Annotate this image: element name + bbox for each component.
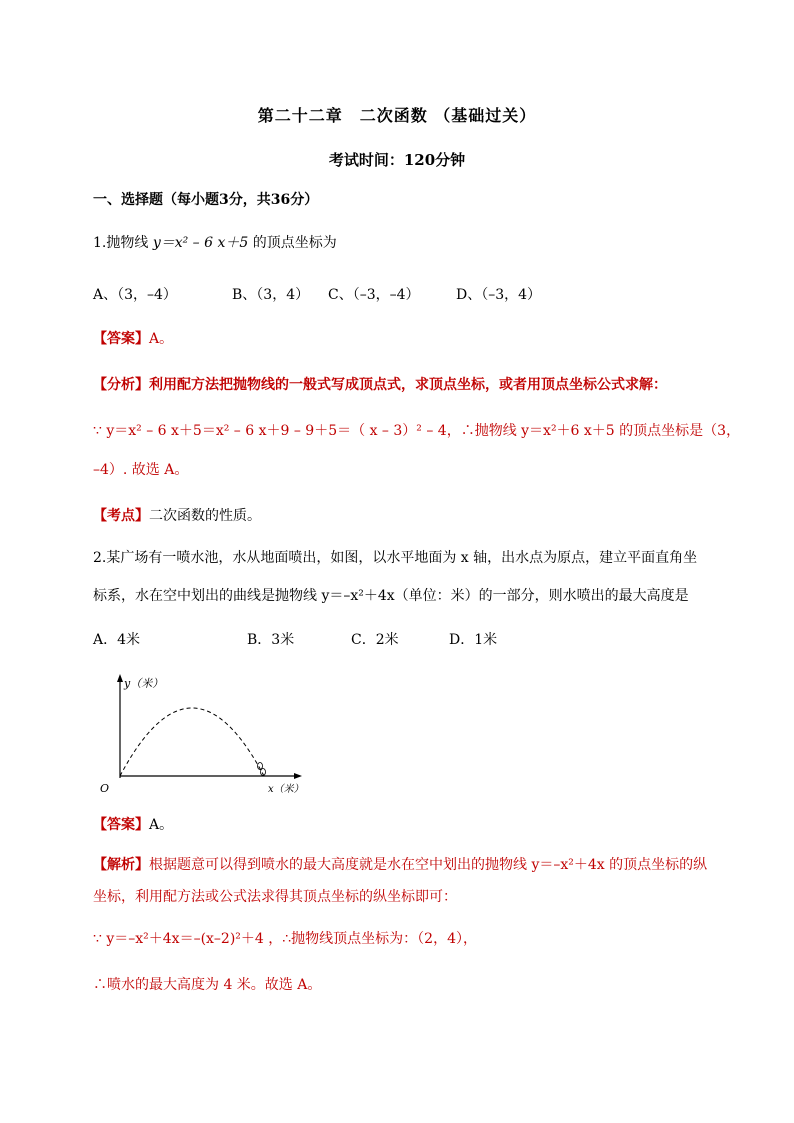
q1-kaodian-text: 二次函数的性质。 bbox=[149, 508, 261, 524]
q2-solution-line1: ∵ y＝–x²＋4x＝–(x–2)²＋4 ，∴抛物线顶点坐标为：（2，4）， bbox=[93, 931, 477, 947]
q2-analysis-line1 bbox=[93, 855, 707, 875]
q2-analysis-text: 根据题意可以得到喷水的最大高度就是水在空中划出的抛物线 y＝–x²＋4x 的顶点坐标的纵 bbox=[149, 857, 708, 873]
q1-analysis-text: 利用配方法把抛物线的一般式写成顶点式，求顶点坐标，或者用顶点坐标公式求解： bbox=[149, 377, 667, 393]
section-heading: 一、选择题（每小题3分，共36分） bbox=[93, 192, 319, 208]
q1-stem-prefix: 1.抛物线 bbox=[93, 235, 153, 251]
q2-analysis-line2: 坐标，利用配方法或公式法求得其顶点坐标的纵坐标即可： bbox=[93, 889, 457, 905]
q1-kaodian bbox=[93, 506, 261, 526]
origin-label: O bbox=[100, 782, 110, 795]
q1-solution-line2: –4）. 故选 A。 bbox=[93, 462, 189, 478]
q1-kaodian-tag: 【考点】 bbox=[93, 508, 149, 524]
q2-answer bbox=[93, 815, 173, 835]
q2-answer-text: A。 bbox=[149, 817, 174, 833]
page-title: 第二十二章 二次函数 （基础过关） bbox=[257, 106, 537, 125]
q1-analysis bbox=[93, 375, 667, 395]
q1-option-b: B、（3，4） bbox=[232, 287, 310, 303]
q1-option-a: A、（3，–4） bbox=[93, 287, 177, 303]
q1-stem-suffix: 的顶点坐标为 bbox=[248, 235, 337, 251]
q2-option-c: C．2米 bbox=[351, 632, 399, 648]
x-axis-label: x（米） bbox=[268, 784, 304, 795]
q2-stem-line2: 标系，水在空中划出的曲线是抛物线 y＝–x²＋4x（单位：米）的一部分，则水喷出的最大高度是 bbox=[93, 588, 689, 604]
q1-answer-text: A。 bbox=[149, 331, 174, 347]
q2-stem-line1: 2.某广场有一喷水池，水从地面喷出，如图，以水平地面为 x 轴，出水点为原点，建立平面直角坐 bbox=[93, 550, 698, 566]
parabola-figure bbox=[98, 668, 308, 803]
q1-solution-line1: ∵ y＝x² – 6 x＋5＝x² – 6 x＋9 – 9＋5＝（ x – 3）² – 4，∴抛物线 y＝x²＋6 x＋5 的顶点坐标是（3， bbox=[93, 423, 741, 439]
q1-option-c: C、（–3，–4） bbox=[328, 287, 420, 303]
q2-option-a: A．4米 bbox=[93, 632, 141, 648]
q2-analysis-tag: 【解析】 bbox=[93, 857, 149, 873]
q2-option-d: D．1米 bbox=[449, 632, 498, 648]
q1-analysis-tag: 【分析】 bbox=[93, 377, 149, 393]
q2-solution-line2: ∴喷水的最大高度为 4 米。故选 A。 bbox=[93, 977, 322, 993]
q2-options bbox=[93, 630, 497, 650]
parabola-graph bbox=[98, 668, 308, 803]
q2-answer-tag: 【答案】 bbox=[93, 817, 149, 833]
q1-answer bbox=[93, 329, 173, 349]
exam-time: 考试时间：120分钟 bbox=[328, 151, 466, 169]
y-axis-arrow bbox=[117, 674, 123, 682]
parabola-curve bbox=[120, 708, 264, 776]
y-axis-label: y（米） bbox=[124, 677, 164, 690]
x-axis-arrow bbox=[294, 773, 302, 779]
q1-option-d: D、（–3，4） bbox=[456, 287, 542, 303]
q1-answer-tag: 【答案】 bbox=[93, 331, 149, 347]
q2-option-b: B．3米 bbox=[247, 632, 295, 648]
q1-stem bbox=[93, 233, 337, 253]
q1-options bbox=[93, 285, 541, 305]
q1-stem-formula: y＝x² – 6 x＋5 bbox=[152, 235, 249, 251]
